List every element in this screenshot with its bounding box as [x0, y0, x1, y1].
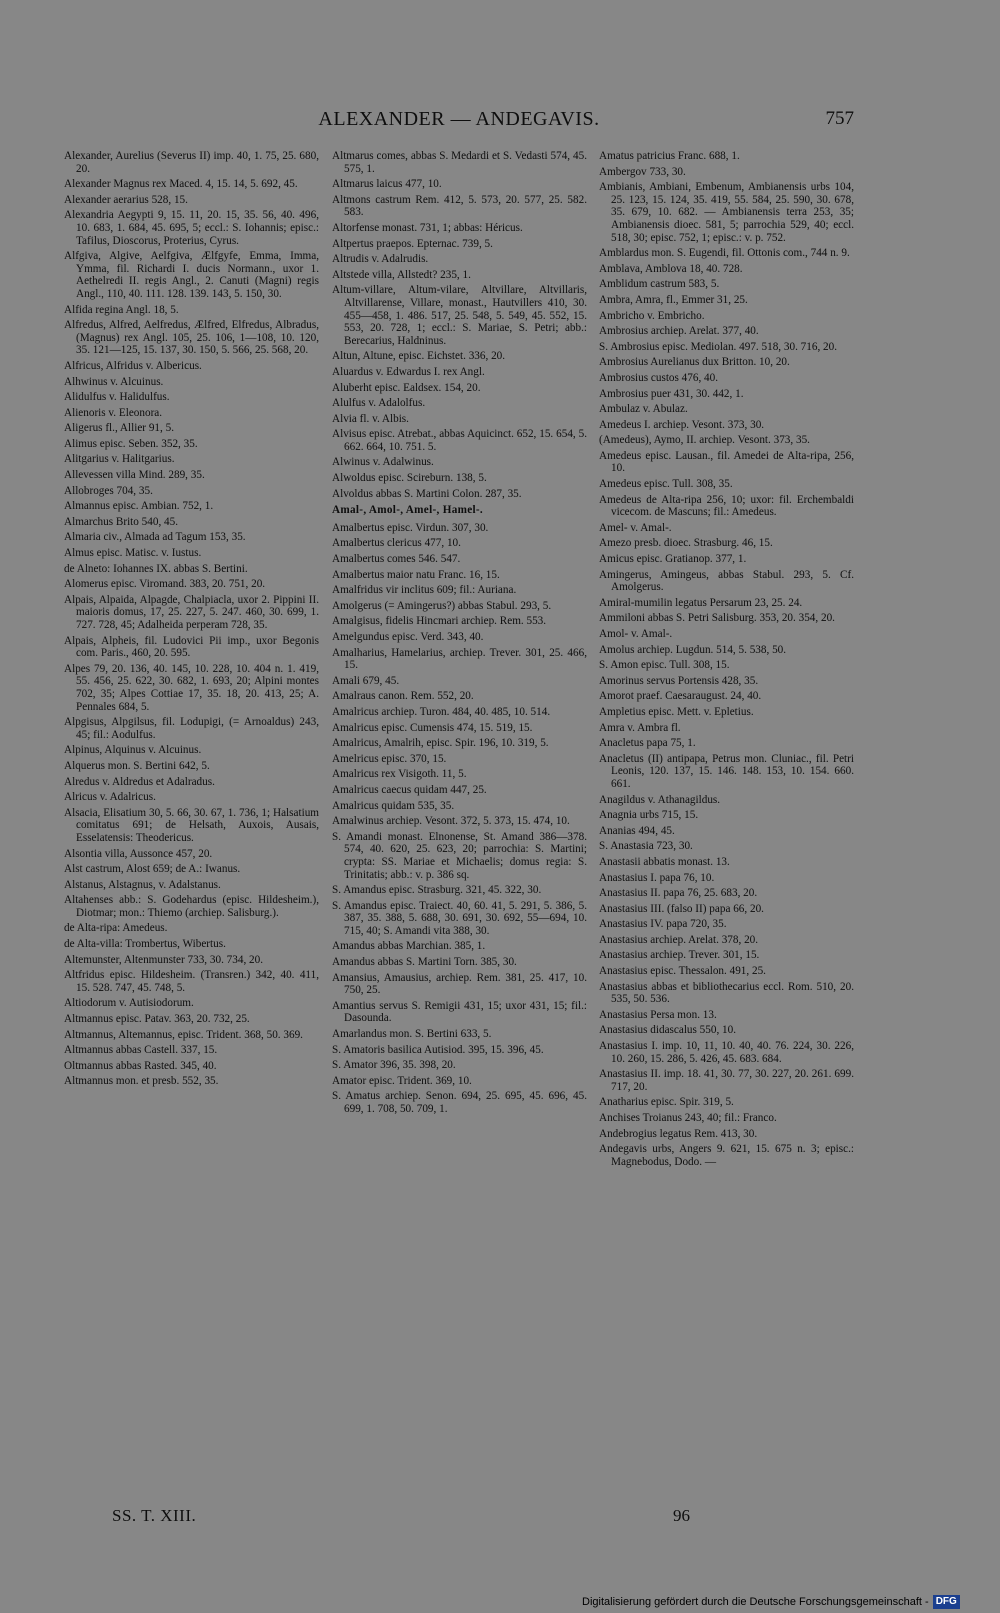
- index-entry: Altorfense monast. 731, 1; abbas: Héricus.: [332, 221, 523, 234]
- index-entry: Alpais, Alpheis, fil. Ludovici Pii imp., uxor Begonis com. Paris., 460, 20. 595.: [64, 634, 319, 660]
- index-entry: Amalbertus clericus 477, 10.: [332, 537, 461, 550]
- index-entry: Amedeus I. archiep. Vesont. 373, 30.: [599, 418, 765, 431]
- index-entry: Altfridus episc. Hildesheim. (Transren.) 342, 40. 411, 15. 528. 747, 45. 748, 5.: [64, 969, 319, 994]
- index-entry: Alimus episc. Seben. 352, 35.: [64, 437, 198, 450]
- index-entry: Amalricus, Amalrih, episc. Spir. 196, 10. 319, 5.: [332, 737, 549, 750]
- index-entry: Ampletius episc. Mett. v. Epletius.: [599, 705, 754, 718]
- index-entry: Alsontia villa, Aussonce 457, 20.: [64, 847, 213, 860]
- index-entry: Altahenses abb.: S. Godehardus (episc. Hildesheim.), Diotmar; mon.: Thiemo (archiep. Salisburg.).: [64, 894, 319, 919]
- index-entry: Alricus v. Adalricus.: [64, 791, 156, 804]
- index-entry: Anastasius IV. papa 720, 35.: [599, 918, 727, 931]
- index-entry: Almus episc. Matisc. v. Iustus.: [64, 547, 202, 560]
- index-entry: Amalbertus maior natu Franc. 16, 15.: [332, 568, 500, 581]
- index-entry: Amel- v. Amal-.: [599, 521, 672, 534]
- index-entry: Altun, Altune, episc. Eichstet. 336, 20.: [332, 350, 506, 363]
- index-entry: Alfida regina Angl. 18, 5.: [64, 303, 179, 316]
- index-entry: Amantius servus S. Remigii 431, 15; uxor 431, 15; fil.: Dasounda.: [332, 999, 587, 1025]
- index-entry: Ambricho v. Embricho.: [599, 309, 705, 322]
- index-entry: S. Amandi monast. Elnonense, St. Amand 386—378. 574, 40. 620, 25. 623, 20; parrochia: S. Martini; crypta: SS. Mariae et Michaelis; domus regia: S. Trinitatis; abb.: v. p. 386 sq.: [332, 830, 587, 881]
- index-entry: Amatus patricius Franc. 688, 1.: [599, 150, 740, 162]
- index-columns: [64, 150, 854, 1505]
- index-entry: Amalbertus episc. Virdun. 307, 30.: [332, 521, 489, 534]
- index-entry: Allevessen villa Mind. 289, 35.: [64, 469, 205, 482]
- index-entry: Altmarus laicus 477, 10.: [332, 178, 442, 191]
- index-entry: Anastasius abbas et bibliothecarius eccl. Rom. 510, 20. 535, 50. 536.: [599, 980, 854, 1006]
- sheet-number: 96: [673, 1506, 690, 1525]
- index-entry: Alquerus mon. S. Bertini 642, 5.: [64, 759, 210, 772]
- index-entry: Anacletus papa 75, 1.: [599, 737, 696, 750]
- index-entry: Amalricus caecus quidam 447, 25.: [332, 783, 487, 796]
- index-entry: Altmannus, Altemannus, episc. Trident. 368, 50. 369.: [64, 1028, 303, 1041]
- index-entry: Alfredus, Alfred, Aelfredus, Ælfred, Elfredus, Albradus, (Magnus) rex Angl. 105, 25. 106, 1—108, 10. 120, 35. 121—125, 15. 137, 30. 150, 5. 566, 25. 568, 20.: [64, 319, 319, 357]
- index-entry: Amorot praef. Caesaraugust. 24, 40.: [599, 690, 762, 703]
- index-entry: Alexandria Aegypti 9, 15. 11, 20. 15, 35. 56, 40. 496, 10. 683, 1. 684, 45. 695, 5; eccl.: S. Iohannis; episc.: Tafilus, Dioscorus, Proterius, Cyrus.: [64, 209, 319, 247]
- index-entry: de Alta-ripa: Amedeus.: [64, 922, 168, 935]
- index-entry: Amalharius, Hamelarius, archiep. Trever. 301, 25. 466, 15.: [332, 646, 587, 672]
- index-entry: Anastasius episc. Thessalon. 491, 25.: [599, 965, 766, 978]
- index-entry: Altemunster, Altenmunster 733, 30. 734, 20.: [64, 953, 264, 966]
- index-entry: Amandus abbas S. Martini Torn. 385, 30.: [332, 956, 517, 969]
- index-entry: Anastasius II. imp. 18. 41, 30. 77, 30. 227, 20. 261. 699. 717, 20.: [599, 1068, 854, 1093]
- index-entry: Alitgarius v. Halitgarius.: [64, 453, 175, 466]
- index-entry: Amicus episc. Gratianop. 377, 1.: [599, 553, 747, 566]
- index-entry: Anastasius II. papa 76, 25. 683, 20.: [599, 887, 758, 900]
- index-entry: Ambianis, Ambiani, Embenum, Ambianensis urbs 104, 25. 123, 15. 124, 35. 419, 55. 584, 25. 590, 30. 678, 35. 679, 10. 682. — Ambianensis terra 253, 35; Ambianensis dioec. 581, 5; parrochia 529, 40; eccl. 518, 30; episc. 752, 1; episc.: v. p. 752.: [599, 181, 854, 244]
- index-entry: Amalricus archiep. Turon. 484, 40. 485, 10. 514.: [332, 705, 551, 718]
- index-entry: Amali 679, 45.: [332, 674, 400, 687]
- index-entry: Altmarus comes, abbas S. Medardi et S. Vedasti 574, 45. 575, 1.: [332, 150, 587, 175]
- page-header: [64, 108, 854, 138]
- index-entry: Amorinus servus Portensis 428, 35.: [599, 674, 759, 687]
- index-entry: Amarlandus mon. S. Bertini 633, 5.: [332, 1028, 492, 1041]
- index-entry: Anatharius episc. Spir. 319, 5.: [599, 1096, 734, 1109]
- index-entry: Amalricus episc. Cumensis 474, 15. 519, 15.: [332, 721, 533, 734]
- index-entry: S. Amatus archiep. Senon. 694, 25. 695, 45. 696, 45. 699, 1. 708, 50. 709, 1.: [332, 1090, 587, 1115]
- index-entry: Amalgisus, fidelis Hincmari archiep. Rem. 553.: [332, 615, 547, 628]
- index-entry: Andegavis urbs, Angers 9. 621, 15. 675 n. 3; episc.: Magnebodus, Dodo. —: [599, 1143, 854, 1168]
- index-entry: Amblava, Amblova 18, 40. 728.: [599, 262, 743, 275]
- index-entry: Amedeus de Alta-ripa 256, 10; uxor: fil. Erchembaldi vicecom. de Mascuns; fil.: Amedeus.: [599, 493, 854, 519]
- index-entry: Amiral-mumilin legatus Persarum 23, 25. 24.: [599, 596, 803, 609]
- index-entry: Ambrosius custos 476, 40.: [599, 371, 719, 384]
- index-entry: Anastasii abbatis monast. 13.: [599, 855, 730, 868]
- index-entry: Alexander, Aurelius (Severus II) imp. 40, 1. 75, 25. 680, 20.: [64, 150, 319, 175]
- index-entry: Alpais, Alpaida, Alpagde, Chalpiacla, uxor 2. Pippini II. maioris domus, 17, 25. 227, 5. 247. 460, 30. 699, 1. 727. 728, 45; Adalheida perperam 728, 35.: [64, 593, 319, 631]
- section-heading: Amal-, Amol-, Amel-, Hamel-.: [332, 504, 484, 517]
- index-entry: Alexander Magnus rex Maced. 4, 15. 14, 5. 692, 45.: [64, 178, 298, 191]
- signature-mark: SS. T. XIII.: [112, 1506, 197, 1525]
- index-entry: Aluardus v. Edwardus I. rex Angl.: [332, 365, 485, 378]
- index-entry: Andebrogius legatus Rem. 413, 30.: [599, 1127, 758, 1140]
- index-entry: Alpinus, Alquinus v. Alcuinus.: [64, 744, 202, 757]
- running-head: ALEXANDER — ANDEGAVIS.: [318, 108, 600, 130]
- index-entry: Anastasius Persa mon. 13.: [599, 1008, 717, 1021]
- dfg-logo-icon: DFG: [933, 1595, 960, 1609]
- index-entry: Aluberht episc. Ealdsex. 154, 20.: [332, 381, 481, 394]
- index-entry: Alvia fl. v. Albis.: [332, 412, 409, 425]
- index-entry: Anagnia urbs 715, 15.: [599, 809, 699, 822]
- index-entry: Amalbertus comes 546. 547.: [332, 553, 461, 566]
- index-entry: Anchises Troianus 243, 40; fil.: Franco.: [599, 1112, 777, 1124]
- index-entry: S. Amandus episc. Traiect. 40, 60. 41, 5. 291, 5. 386, 5. 387, 35. 388, 5. 688, 30. 691, 30. 692, 55—694, 10. 715, 40; S. Amandi vita 388, 30.: [332, 899, 587, 937]
- index-entry: Ammiloni abbas S. Petri Salisburg. 353, 20. 354, 20.: [599, 612, 835, 625]
- index-entry: Amra v. Ambra fl.: [599, 721, 681, 734]
- index-entry: Altpertus praepos. Epternac. 739, 5.: [332, 237, 493, 250]
- index-entry: Altmannus episc. Patav. 363, 20. 732, 25.: [64, 1013, 250, 1026]
- index-entry: Amingerus, Amingeus, abbas Stabul. 293, 5. Cf. Amolgerus.: [599, 568, 854, 594]
- index-entry: Ambrosius Aurelianus dux Britton. 10, 20.: [599, 356, 790, 369]
- index-entry: Anagildus v. Athanagildus.: [599, 793, 721, 806]
- index-entry: Amalricus quidam 535, 35.: [332, 799, 455, 812]
- index-entry: Altstede villa, Allstedt? 235, 1.: [332, 268, 471, 281]
- index-entry: de Alneto: Iohannes IX. abbas S. Bertini.: [64, 562, 248, 575]
- index-entry: Ambulaz v. Abulaz.: [599, 403, 688, 416]
- index-entry: Amedeus episc. Lausan., fil. Amedei de Alta-ripa, 256, 10.: [599, 449, 854, 475]
- index-entry: Amol- v. Amal-.: [599, 628, 673, 640]
- index-entry: Alexander aerarius 528, 15.: [64, 193, 188, 206]
- index-entry: S. Anastasia 723, 30.: [599, 840, 693, 853]
- index-entry: Altmons castrum Rem. 412, 5. 573, 20. 577, 25. 582. 583.: [332, 193, 587, 219]
- index-entry: Amelgundus episc. Verd. 343, 40.: [332, 631, 484, 643]
- digitization-credit: [582, 1594, 960, 1610]
- index-entry: Alwoldus episc. Scireburn. 138, 5.: [332, 472, 487, 485]
- index-entry: Aligerus fl., Allier 91, 5.: [64, 422, 174, 435]
- index-entry: Alhwinus v. Alcuinus.: [64, 375, 164, 388]
- index-entry: Amansius, Amausius, archiep. Rem. 381, 25. 417, 10. 750, 25.: [332, 971, 587, 997]
- index-entry: Alstanus, Alstagnus, v. Adalstanus.: [64, 878, 221, 891]
- index-entry: Alfgiva, Algive, Aelfgiva, Ælfgyfe, Emma, Imma, Ymma, fil. Richardi I. ducis Normann., uxor 1. Aethelredi II. regis Angl., 2. Canuti (Magni) regis Angl., 110, 40. 111. 128. 139. 143, 5. 150, 30.: [64, 250, 319, 300]
- index-entry: Almannus episc. Ambian. 752, 1.: [64, 500, 214, 513]
- index-entry: (Amedeus), Aymo, II. archiep. Vesont. 373, 35.: [599, 434, 810, 447]
- index-entry: Almaria civ., Almada ad Tagum 153, 35.: [64, 531, 246, 544]
- index-entry: Alpgisus, Alpgilsus, fil. Lodupigi, (= Arnoaldus) 243, 45; fil.: Aodulfus.: [64, 716, 319, 741]
- index-entry: Amalricus rex Visigoth. 11, 5.: [332, 768, 467, 781]
- index-entry: Altrudis v. Adalrudis.: [332, 253, 429, 266]
- index-entry: Altmannus mon. et presb. 552, 35.: [64, 1075, 219, 1088]
- index-entry: S. Amatoris basilica Autisiod. 395, 15. 396, 45.: [332, 1043, 544, 1056]
- index-entry: S. Ambrosius episc. Mediolan. 497. 518, 30. 716, 20.: [599, 340, 838, 353]
- index-entry: Alsacia, Elisatium 30, 5. 66, 30. 67, 1. 736, 1; Halsatium comitatus 691; de Helsath, Auxois, Ausais, Esselatensis: Theodericus.: [64, 806, 319, 844]
- index-entry: Anastasius archiep. Trever. 301, 15.: [599, 949, 760, 962]
- index-entry: Anastasius I. imp. 10, 11, 10. 40, 40. 76. 224, 30. 226, 10. 260, 15. 286, 5. 426, 45. 683. 684.: [599, 1040, 854, 1065]
- index-entry: Anacletus (II) antipapa, Petrus mon. Cluniac., fil. Petri Leonis, 120. 137, 15. 146. 148. 153, 10. 154. 660. 661.: [599, 752, 854, 790]
- index-entry: Ambergov 733, 30.: [599, 165, 686, 178]
- index-entry: Amedeus episc. Tull. 308, 35.: [599, 478, 733, 491]
- index-entry: Ambra, Amra, fl., Emmer 31, 25.: [599, 293, 748, 306]
- index-entry: S. Amator 396, 35. 398, 20.: [332, 1059, 456, 1072]
- index-entry: Alulfus v. Adalolfus.: [332, 397, 426, 410]
- index-entry: S. Amandus episc. Strasburg. 321, 45. 322, 30.: [332, 884, 542, 897]
- index-entry: Amalraus canon. Rem. 552, 20.: [332, 690, 474, 703]
- index-entry: Alfricus, Alfridus v. Albericus.: [64, 359, 202, 372]
- index-entry: Altmannus abbas Castell. 337, 15.: [64, 1044, 218, 1057]
- index-entry: Amalwinus archiep. Vesont. 372, 5. 373, 15. 474, 10.: [332, 815, 570, 828]
- index-entry: Alst castrum, Alost 659; de A.: Iwanus.: [64, 863, 241, 876]
- index-entry: Anastasius I. papa 76, 10.: [599, 871, 715, 884]
- index-entry: Alwinus v. Adalwinus.: [332, 456, 434, 469]
- credit-text: Digitalisierung gefördert durch die Deutsche Forschungsgemeinschaft -: [582, 1596, 929, 1608]
- column-1: [64, 150, 319, 1505]
- index-entry: Amblidum castrum 583, 5.: [599, 278, 720, 291]
- index-entry: Allobroges 704, 35.: [64, 484, 153, 497]
- index-entry: Alidulfus v. Halidulfus.: [64, 391, 170, 404]
- index-entry: Amolus archiep. Lugdun. 514, 5. 538, 50.: [599, 643, 787, 656]
- index-entry: Anastasius didascalus 550, 10.: [599, 1024, 737, 1037]
- index-entry: Amezo presb. dioec. Strasburg. 46, 15.: [599, 537, 773, 550]
- index-entry: Alvisus episc. Atrebat., abbas Aquicinct. 652, 15. 654, 5. 662. 664, 10. 751. 5.: [332, 428, 587, 453]
- index-entry: Altum-villare, Altum-vilare, Altvillare, Altvillaris, Altvillarense, Villare, monast., Hautvillers 410, 30. 455—458, 1. 486. 517, 25. 548, 5. 549, 45. 552, 15. 553, 20. 728, 1; eccl.: S. Mariae, S. Petri; abb.: Berecarius, Haldninus.: [332, 284, 587, 347]
- index-entry: Alienoris v. Eleonora.: [64, 406, 163, 419]
- index-entry: Ambrosius archiep. Arelat. 377, 40.: [599, 325, 759, 338]
- index-entry: Anastasius archiep. Arelat. 378, 20.: [599, 933, 759, 946]
- index-entry: Oltmannus abbas Rasted. 345, 40.: [64, 1059, 217, 1072]
- index-entry: Amolgerus (= Amingerus?) abbas Stabul. 293, 5.: [332, 599, 552, 612]
- index-entry: Almarchus Brito 540, 45.: [64, 515, 179, 528]
- index-entry: Ambrosius puer 431, 30. 442, 1.: [599, 387, 744, 400]
- index-entry: de Alta-villa: Trombertus, Wibertus.: [64, 938, 226, 951]
- index-entry: Alvoldus abbas S. Martini Colon. 287, 35.: [332, 487, 522, 500]
- index-entry: Amblardus mon. S. Eugendi, fil. Ottonis com., 744 n. 9.: [599, 247, 850, 260]
- page-number: 757: [825, 108, 854, 129]
- index-entry: Alpes 79, 20. 136, 40. 145, 10. 228, 10. 404 n. 1. 419, 55. 456, 25. 622, 30. 682, 1. 693, 20; Alpini montes 702, 35; Alpes Cottiae 17, 35. 18, 20. 413, 25; A. Pennales 684, 5.: [64, 662, 319, 713]
- column-2: [332, 150, 587, 1505]
- index-entry: Ananias 494, 45.: [599, 824, 675, 837]
- index-entry: Alredus v. Aldredus et Adalradus.: [64, 775, 215, 788]
- index-entry: Altiodorum v. Autisiodorum.: [64, 997, 194, 1010]
- index-entry: Amelricus episc. 370, 15.: [332, 752, 447, 765]
- index-entry: S. Amon episc. Tull. 308, 15.: [599, 659, 730, 672]
- index-entry: Amandus abbas Marchian. 385, 1.: [332, 940, 486, 953]
- index-entry: Alomerus episc. Viromand. 383, 20. 751, 20.: [64, 578, 266, 591]
- index-entry: Anastasius III. (falso II) papa 66, 20.: [599, 902, 764, 915]
- index-entry: Amalfridus vir inclitus 609; fil.: Auriana.: [332, 584, 517, 597]
- column-3: [599, 150, 854, 1505]
- index-entry: Amator episc. Trident. 369, 10.: [332, 1074, 472, 1087]
